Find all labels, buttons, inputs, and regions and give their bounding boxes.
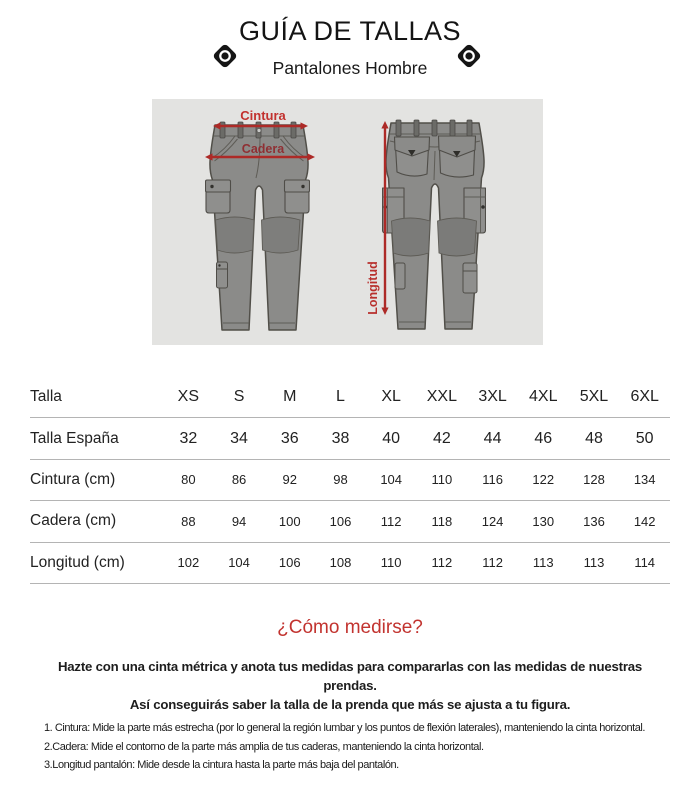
table-cell: 110 [380,555,402,571]
row-label: Talla España [30,429,119,447]
length-arrow [381,121,388,315]
table-cell: 128 [583,472,605,488]
table-cell: 46 [534,429,553,447]
table-cell: 42 [432,429,451,447]
note-waist: 1. Cintura: Mide la parte más estrecha (por lo general la región lumbar y los puntos de flexión laterales), manteniendo la cinta horizontal. [44,722,646,734]
table-cell: 100 [278,513,301,529]
table-cell: 80 [181,472,196,488]
table-cell: 124 [481,513,504,529]
table-row [30,460,670,501]
table-cell: 114 [634,555,656,571]
table-cell: 106 [329,513,352,529]
pants-measurement-diagram [152,99,543,345]
table-cell: 92 [282,472,297,488]
table-row [30,377,670,418]
page-subtitle: Pantalones Hombre [272,58,428,78]
table-cell: 102 [177,555,200,571]
table-cell: 32 [179,429,198,447]
table-cell: 104 [380,472,403,488]
waist-label: Cintura [240,108,286,123]
table-cell: 94 [231,513,247,529]
size-table [30,377,670,584]
table-cell: 50 [635,429,654,447]
table-cell: 86 [231,472,247,488]
table-row [30,501,670,542]
table-cell: 108 [329,555,352,571]
length-label: Longitud [366,261,380,315]
table-cell: 142 [633,513,656,529]
table-cell: 113 [583,555,605,571]
table-cell: 36 [280,429,299,447]
table-cell: 4XL [529,388,558,406]
note-hip: 2.Cadera: Mide el contorno de la parte más amplia de tus caderas, manteniendo la cinta horizontal. [44,740,484,753]
table-cell: 136 [583,513,605,529]
table-cell: M [283,388,297,406]
table-cell: 112 [380,513,402,529]
table-cell: 6XL [630,388,659,406]
table-cell: XL [381,388,401,406]
table-cell: XS [177,388,200,406]
table-cell: 106 [278,555,301,571]
intro-line-1: Hazte con una cinta métrica y anota tus medidas para compararlas con las medidas de nuestras prendas. [57,659,643,693]
table-cell: 3XL [478,388,507,406]
measure-notes [44,719,676,775]
table-cell: 112 [431,555,453,571]
row-label: Cadera (cm) [30,512,117,530]
waist-arrow [213,122,308,129]
row-label: Talla [30,388,62,406]
table-row [30,543,670,584]
table-cell: 40 [382,429,401,447]
table-cell: XXL [426,388,457,406]
table-cell: S [233,388,245,406]
table-row [30,418,670,459]
how-to-measure-heading: ¿Cómo medirse? [277,617,423,638]
table-cell: 113 [532,555,554,571]
table-cell: 134 [633,472,656,488]
table-cell: 130 [532,513,555,529]
table-cell: 5XL [579,388,609,406]
row-label: Longitud (cm) [30,553,125,571]
table-cell: 116 [482,472,503,488]
measurement-arrows-overlay [152,99,543,345]
table-cell: 38 [331,429,350,447]
table-cell: 88 [181,513,196,529]
hip-label: Cadera [241,142,285,156]
brand-logo-icon [455,42,483,70]
table-cell: L [336,388,345,406]
page-title: GUÍA DE TALLAS [238,16,462,46]
measure-intro [30,657,670,714]
table-cell: 122 [532,472,555,488]
note-length: 3.Longitud pantalón: Mide desde la cintura hasta la parte más baja del pantalón. [44,759,399,771]
table-cell: 34 [230,429,248,447]
table-cell: 112 [482,555,503,571]
table-cell: 48 [585,429,603,447]
row-label: Cintura (cm) [30,470,116,488]
table-cell: 110 [431,472,453,488]
table-cell: 104 [228,555,250,571]
intro-line-2: Así conseguirás saber la talla de la prenda que más se ajusta a tu figura. [129,697,571,712]
table-cell: 98 [333,472,348,488]
table-cell: 118 [431,513,453,529]
table-cell: 44 [483,429,502,447]
